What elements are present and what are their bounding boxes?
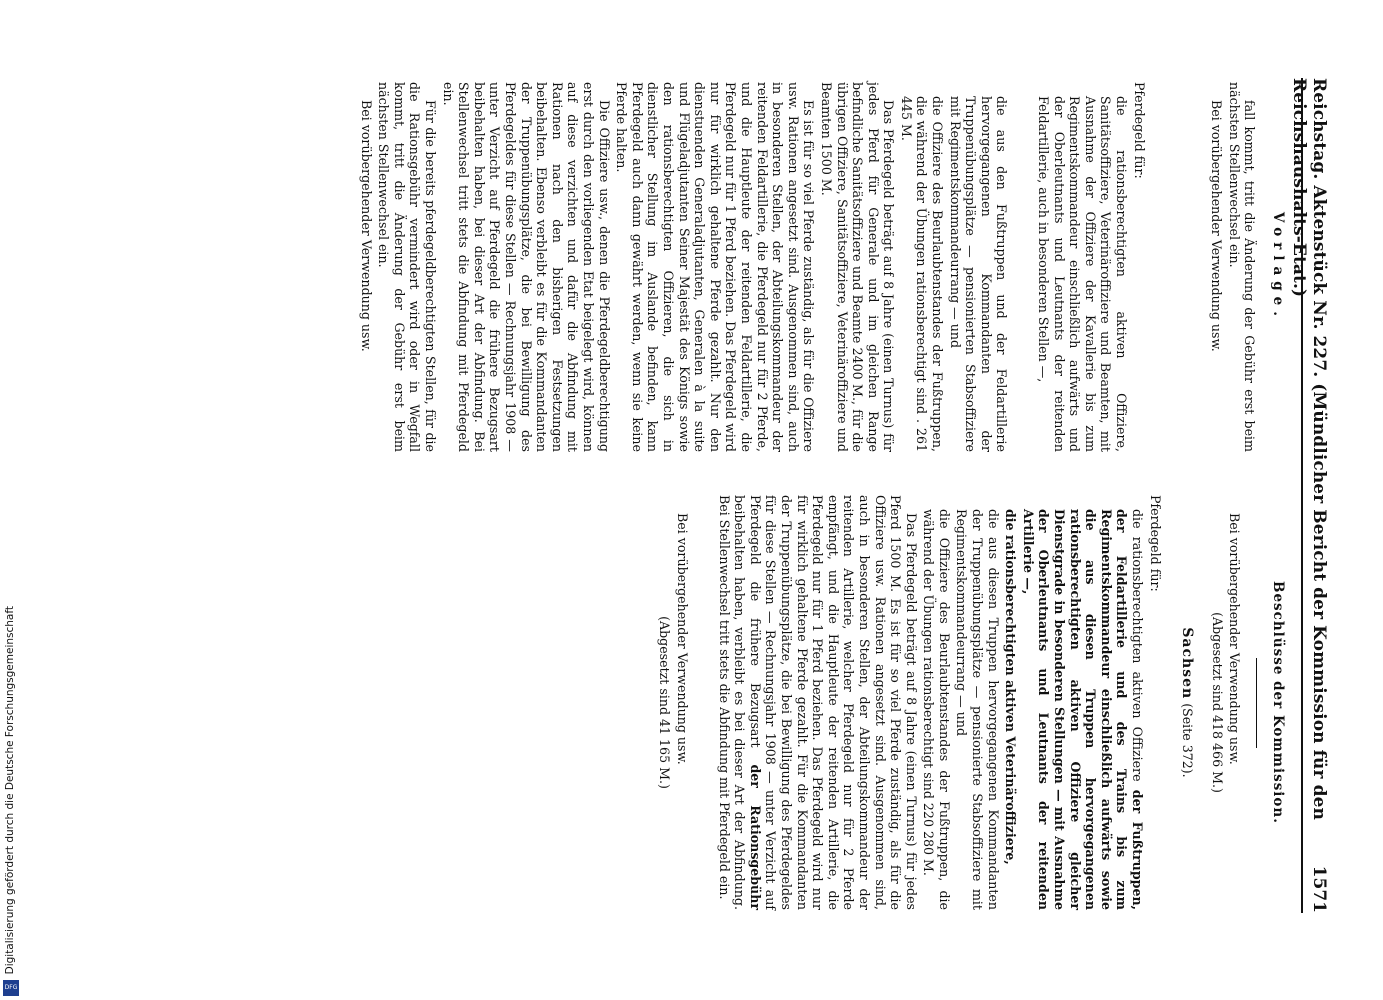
- paragraph: Es ist für so viel Pferde zuständig, als für die Offiziere usw. Rationen angesetzt sind. Ausgenommen sind, auch in besonderen Stellen, der Abteilungskommandeur der reitenden Feldartillerie, die Pferdegeld nur für 2 Pferde, und die Hauptleute der reitenden Feldartillerie, die Pferdegeld nur für 1 Pferd beziehen. Das Pferdegeld wird nur für wirklich gehaltene Pferde gezahlt. Nur den dienstuenden Generaladjutanten, Generalen à la suite und Flügeladjutanten Seiner Majestät des Königs sowie den rationsberechtigten Offizieren, die sich in dienstlicher Stellung im Auslande befinden, kann Pferdegeld auch dann gewährt werden, wenn sie keine Pferde halten.: [614, 82, 817, 452]
- dfg-logo-icon: DFG: [3, 980, 19, 996]
- list-item: die Offiziere des Beurlaubtenstandes der Fußtruppen, die während der Übungen rationsberechtigt sind . 261 445 M.: [898, 96, 946, 452]
- pferdegeld-heading: Pferdegeld für:: [1147, 495, 1163, 592]
- header-title: Reichstag. Aktenstück Nr. 227. (Mündlicher Bericht der Kommission für den Reichshaushalts-Etat.): [1289, 78, 1329, 820]
- amount-note: (Abgesetzt sind 41 165 M.): [657, 616, 673, 789]
- paragraph: fall kommt, tritt die Änderung der Gebühr erst beim nächsten Stellenwechsel ein.: [1226, 82, 1258, 452]
- section-heading: [1179, 495, 1196, 910]
- paragraph-text: beibehalten haben, verbleibt es bei dieser Art der Abfindung. Bei Stellenwechsel tritt stets die Abfindung mit Pferdegeld ein.: [716, 495, 748, 910]
- divider: [1256, 658, 1257, 748]
- paragraph: Für die bereits pferdegeldberechtigten Stellen, für die die Rationsgebühr vermindert wird oder in Wegfall kommt, tritt die Änderung der Gebühr erst beim nächsten Stellenwechsel ein.: [376, 82, 439, 452]
- paragraph: Das Pferdegeld beträgt auf 8 Jahre (einen Turnus) für jedes Pferd für Generale und im gleichen Range befindliche Sanitätsoffiziere und Beamte 2400 M., für die übrigen Offiziere, Sanitätsoffiziere, Veterinäroffiziere und Beamten 1500 M.: [818, 82, 897, 452]
- list-item: die aus diesen Truppen hervorgegangenen Kommandanten der Truppenübungsplätze — pensionierte Stabsoffiziere mit Regimentskommandeurrang — und: [954, 509, 1001, 910]
- column-beschluesse: [655, 495, 1285, 910]
- column-vorlage: [356, 82, 1285, 452]
- page-number: 1571: [1309, 865, 1329, 913]
- footer-credit: Digitalisierung gefördert durch die Deutsche Forschungsgemeinschaft: [4, 605, 16, 974]
- list-item: die rationsberechtigten aktiven Offiziere, Sanitätsoffiziere, Veterinäroffiziere und Beamten, mit Ausnahme der Offiziere der Kavallerie bis zum Regimentskommandeur einschließlich aufwärts und der Oberleutnants und Leutnants der reitenden Feldartillerie, auch in besonderen Stellen —,: [1036, 96, 1130, 452]
- page-header: [1289, 78, 1333, 913]
- paragraph: [716, 495, 919, 910]
- section-ref: (Seite 372).: [1180, 703, 1196, 778]
- pferdegeld-heading: Pferdegeld für:: [1131, 82, 1147, 179]
- list-item: die Offiziere des Beurlaubtenstandes der Fußtruppen, die während der Übungen rationsberechtigt sind 220 280 M.: [921, 509, 952, 910]
- list-item: die rationsberechtigten aktiven Veterinäroffiziere,: [1003, 509, 1019, 865]
- paragraph: Bei vorübergehender Verwendung usw.: [675, 513, 690, 765]
- paragraph: Bei vorübergehender Verwendung usw.: [1209, 100, 1225, 352]
- paragraph: Bei vorübergehender Verwendung usw.: [1227, 513, 1243, 765]
- paragraph-text: Das Pferdegeld beträgt auf 8 Jahre (einen Turnus) für jedes Pferd 1500 M. Es ist für so viel Pferde zuständig, als für die Offiziere usw. Rationen angesetzt sind. Ausgenommen sind, auch in besonderen Stellen, der Abteilungskommandeur der reitenden Artillerie, welcher Pferdegeld nur für 2 Pferde empfängt, und die Hauptleute der reitenden Artillerie, die Pferdegeld nur für 1 Pferd beziehen. Das Pferdegeld wird nur für wirklich gehaltene Pferde gezahlt. Für die Kommandanten der Truppenübungsplätze, die bei Bewilligung des Pferdegeldes für diese Stellen — Rechnungsjahr 1908 — unter Verzicht auf Pferdegeld die frühere Bezugsart: [747, 495, 919, 910]
- footer: [0, 0, 24, 1000]
- list-item: die aus den Fußtruppen und der Feldartillerie hervorgegangenen Kommandanten der Truppenübungsplätze — pensionierten Stabsoffiziere mit Regimentskommandeurrang — und: [947, 96, 1010, 452]
- paragraph: Die Offiziere usw., denen die Pferdegeldberechtigung erst durch den vorliegenden Etat beigelegt wird, können auf diese verzichten und dafür die Abfindung mit Rationen nach den bisherigen Festsetzungen beibehalten. Ebenso verbleibt es für die Kommandanten der Truppenübungsplätze, die bei Bewilligung des Pferdegeldes für diese Stellen — Rechnungsjahr 1908 — unter Verzicht auf Pferdegeld die frühere Bezugsart beibehalten haben, bei dieser Art der Abfindung. Bei Stellenwechsel tritt stets die Abfindung mit Pferdegeld ein.: [440, 82, 612, 452]
- amount-note: (Abgesetzt sind 418 466 M.): [1209, 612, 1225, 793]
- column-title-vorlage: Vorlage.: [1270, 212, 1286, 322]
- paragraph: Bei vorübergehender Verwendung usw.: [358, 100, 374, 352]
- column-title-beschluesse: Beschlüsse der Kommission.: [1270, 581, 1286, 824]
- list-item: [1020, 495, 1145, 910]
- list-item-bold-text: der Fußtruppen, der Feldartillerie und des Trains bis zum Regimentskommandeur einschließlich aufwärts sowie die aus diesen Truppen hervorgegangenen rationsberechtigten aktiven Offiziere gleicher Dienstgrade in besonderen Stellungen — mit Ausnahme der Oberleutnants und Leutnants der reitenden Artillerie —,: [1020, 509, 1146, 910]
- section-name: Sachsen: [1179, 627, 1196, 700]
- paragraph-bold-text: der Rationsgebühr: [747, 764, 763, 910]
- list-item-text: die rationsberechtigten aktiven Offiziere: [1130, 509, 1146, 790]
